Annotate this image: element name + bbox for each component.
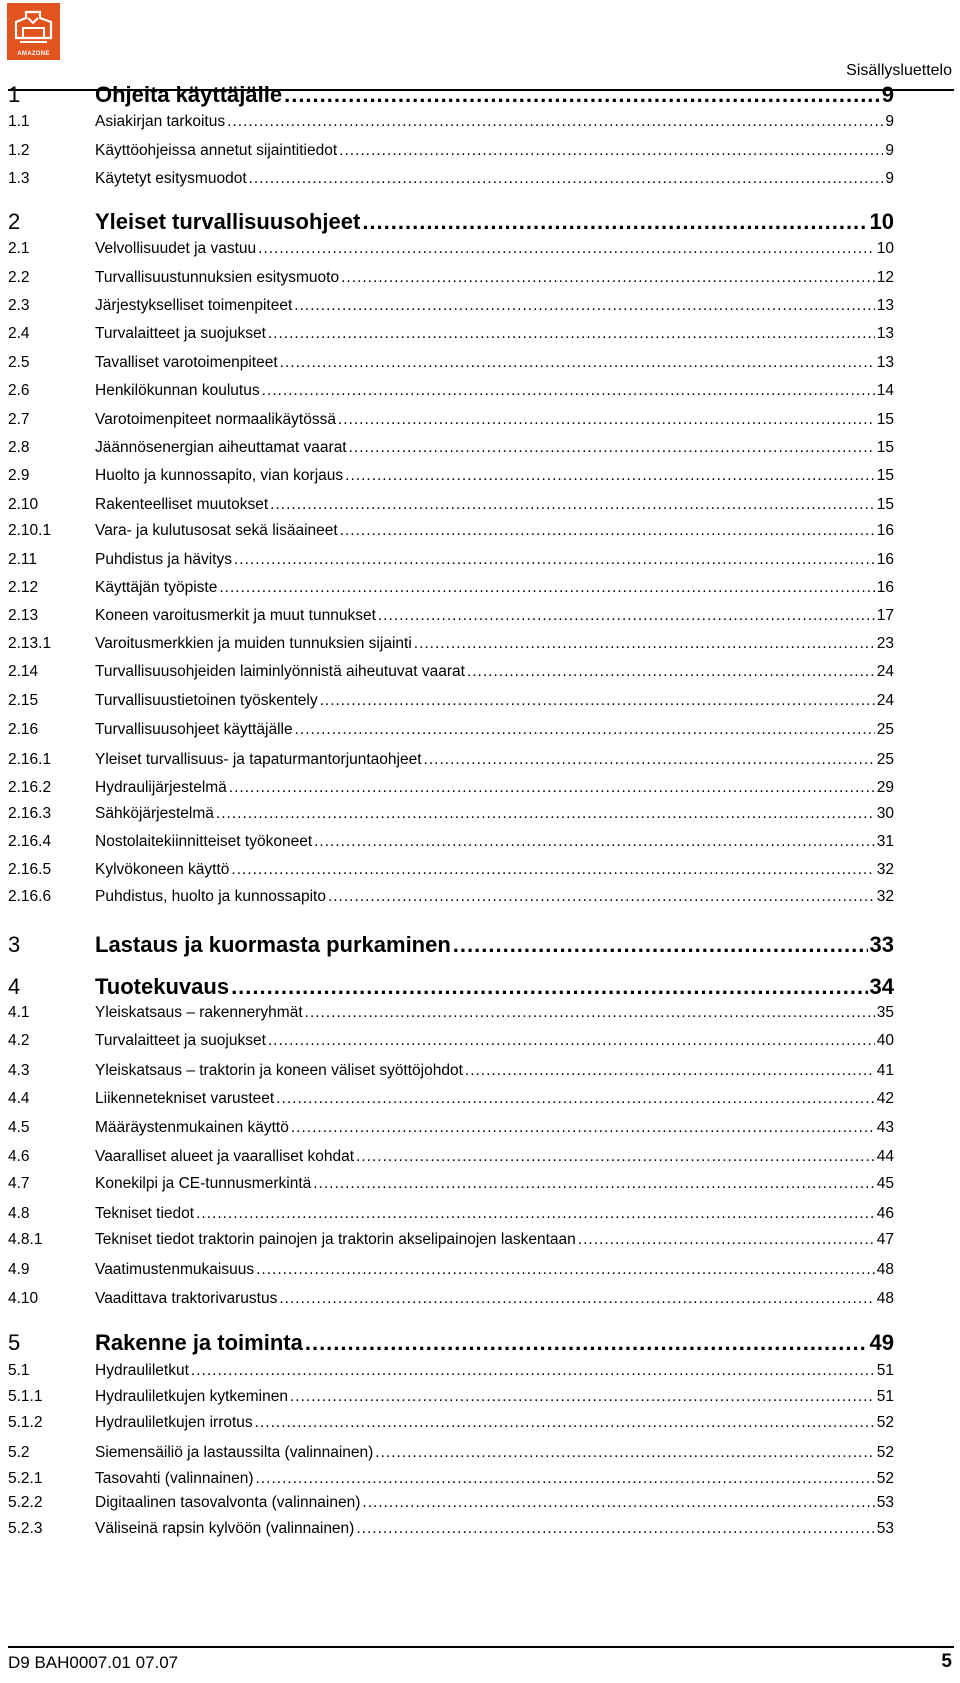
toc-entry[interactable] bbox=[8, 1062, 894, 1080]
toc-entry-number: 5.2.1 bbox=[8, 1470, 43, 1487]
toc-entry-number: 2.16.4 bbox=[8, 833, 52, 850]
toc-entry-title: Turvalaitteet ja suojukset bbox=[95, 325, 266, 342]
toc-entry-number: 2.14 bbox=[8, 663, 39, 680]
toc-dot-leader bbox=[256, 1261, 875, 1279]
toc-entry-title: Järjestykselliset toimenpiteet bbox=[95, 297, 293, 314]
toc-entry-page: 43 bbox=[876, 1119, 894, 1136]
toc-entry-page: 14 bbox=[876, 382, 894, 399]
toc-dot-leader bbox=[262, 382, 875, 400]
toc-entry[interactable] bbox=[8, 579, 894, 597]
toc-entry-page: 48 bbox=[876, 1290, 894, 1307]
toc-entry-number: 2.6 bbox=[8, 382, 30, 399]
toc-entry-title: Vaadittava traktorivarustus bbox=[95, 1290, 278, 1307]
toc-dot-leader bbox=[216, 805, 875, 823]
toc-entry-page: 24 bbox=[876, 663, 894, 680]
toc-entry[interactable] bbox=[8, 1205, 894, 1223]
toc-entry-number: 2.16 bbox=[8, 721, 39, 738]
toc-entry-number: 4.8 bbox=[8, 1205, 30, 1222]
toc-dot-leader bbox=[362, 209, 867, 235]
toc-entry[interactable] bbox=[8, 1494, 894, 1512]
toc-entry-number: 4 bbox=[8, 974, 21, 999]
toc-entry-title: Liikennetekniset varusteet bbox=[95, 1090, 275, 1107]
toc-entry[interactable] bbox=[8, 522, 894, 540]
toc-entry-number: 4.2 bbox=[8, 1032, 30, 1049]
toc-entry-number: 2.4 bbox=[8, 325, 30, 342]
toc-entry-number: 2.13 bbox=[8, 607, 39, 624]
toc-entry-number: 2.9 bbox=[8, 467, 30, 484]
toc-entry-page: 24 bbox=[876, 692, 894, 709]
toc-entry-page: 23 bbox=[876, 635, 894, 652]
toc-entry-title: Varoitusmerkkien ja muiden tunnuksien sijainti bbox=[95, 635, 412, 652]
footer-divider bbox=[8, 1646, 954, 1648]
toc-entry-number: 2.16.5 bbox=[8, 861, 52, 878]
toc-entry[interactable] bbox=[8, 1290, 894, 1308]
toc-entry[interactable] bbox=[8, 607, 894, 625]
toc-dot-leader bbox=[268, 1032, 875, 1050]
toc-dot-leader bbox=[305, 1004, 875, 1022]
toc-entry[interactable] bbox=[8, 1148, 894, 1166]
toc-dot-leader bbox=[375, 1444, 874, 1462]
toc-entry-page: 47 bbox=[876, 1231, 894, 1248]
toc-entry-page: 16 bbox=[876, 551, 894, 568]
toc-dot-leader bbox=[231, 974, 867, 1000]
toc-entry[interactable] bbox=[8, 805, 894, 823]
toc-entry-number: 4.1 bbox=[8, 1004, 30, 1021]
toc-entry-title: Henkilökunnan koulutus bbox=[95, 382, 260, 399]
toc-entry-number: 4.10 bbox=[8, 1290, 39, 1307]
toc-entry-title: Tekniset tiedot bbox=[95, 1205, 195, 1222]
toc-entry[interactable] bbox=[8, 1004, 894, 1022]
toc-entry-title: Turvallisuustietoinen työskentely bbox=[95, 692, 318, 709]
toc-entry[interactable] bbox=[8, 382, 894, 400]
toc-entry-number: 3 bbox=[8, 932, 21, 957]
toc-entry-number: 4.3 bbox=[8, 1062, 30, 1079]
toc-entry-number: 4.6 bbox=[8, 1148, 30, 1165]
toc-entry-number: 5.1 bbox=[8, 1362, 30, 1379]
toc-entry[interactable] bbox=[8, 142, 894, 160]
toc-entry-title: Hydrauliletkujen irrotus bbox=[95, 1414, 253, 1431]
toc-entry-title: Konekilpi ja CE-tunnusmerkintä bbox=[95, 1175, 312, 1192]
toc-entry-page: 35 bbox=[876, 1004, 894, 1021]
toc-entry-page: 9 bbox=[885, 142, 894, 159]
toc-entry-page: 13 bbox=[876, 297, 894, 314]
section-title: Sisällysluettelo bbox=[846, 62, 952, 79]
toc-entry-title: Ohjeita käyttäjälle bbox=[95, 82, 283, 107]
amazone-logo bbox=[7, 3, 60, 60]
toc-dot-leader bbox=[341, 269, 875, 287]
toc-entry-title: Tavalliset varotoimenpiteet bbox=[95, 354, 278, 371]
toc-dot-leader bbox=[313, 1175, 875, 1193]
toc-entry-page: 15 bbox=[876, 411, 894, 428]
toc-dot-leader bbox=[196, 1205, 875, 1223]
toc-entry-title: Turvallisuusohjeiden laiminlyönnistä aiheutuvat vaarat bbox=[95, 663, 465, 680]
toc-entry-title: Tasovahti (valinnainen) bbox=[95, 1470, 254, 1487]
toc-entry[interactable] bbox=[8, 888, 894, 906]
toc-entry[interactable] bbox=[8, 1231, 894, 1249]
toc-entry-page: 15 bbox=[876, 439, 894, 456]
toc-entry-number: 4.5 bbox=[8, 1119, 30, 1136]
toc-entry[interactable] bbox=[8, 692, 894, 710]
toc-entry[interactable] bbox=[8, 240, 894, 258]
toc-entry-page: 52 bbox=[876, 1444, 894, 1461]
toc-entry-number: 2.16.6 bbox=[8, 888, 52, 905]
toc-dot-leader bbox=[424, 751, 875, 769]
toc-entry-number: 5 bbox=[8, 1330, 21, 1355]
toc-entry-page: 52 bbox=[876, 1414, 894, 1431]
toc-dot-leader bbox=[279, 1290, 874, 1308]
toc-dot-leader bbox=[191, 1362, 875, 1380]
toc-entry[interactable] bbox=[8, 1090, 894, 1108]
toc-entry[interactable] bbox=[8, 1261, 894, 1279]
toc-entry-page: 9 bbox=[885, 113, 894, 130]
toc-entry-number: 2.8 bbox=[8, 439, 30, 456]
toc-dot-leader bbox=[249, 170, 884, 188]
toc-entry-page: 33 bbox=[869, 932, 894, 957]
toc-entry-number: 2.7 bbox=[8, 411, 30, 428]
toc-entry-number: 2.16.1 bbox=[8, 751, 52, 768]
toc-entry-title: Yleiskatsaus – traktorin ja koneen väliset syöttöjohdot bbox=[95, 1062, 463, 1079]
toc-entry-title: Väliseinä rapsin kylvöön (valinnainen) bbox=[95, 1520, 355, 1537]
toc-entry-title: Siemensäiliö ja lastaussilta (valinnainen) bbox=[95, 1444, 374, 1461]
toc-entry-page: 49 bbox=[869, 1330, 894, 1355]
toc-entry-title: Asiakirjan tarkoitus bbox=[95, 113, 226, 130]
toc-entry-number: 5.2.2 bbox=[8, 1494, 43, 1511]
toc-entry-title: Turvallisuustunnuksien esitysmuoto bbox=[95, 269, 340, 286]
logo-wordmark: AMAZONE bbox=[17, 51, 50, 57]
toc-entry-page: 53 bbox=[876, 1494, 894, 1511]
toc-entry[interactable] bbox=[8, 1414, 894, 1432]
toc-entry-number: 2.11 bbox=[8, 551, 38, 568]
toc-entry[interactable] bbox=[8, 1330, 894, 1356]
toc-entry-page: 10 bbox=[876, 240, 894, 257]
toc-entry-page: 15 bbox=[876, 496, 894, 513]
toc-entry-title: Hydrauliletkut bbox=[95, 1362, 189, 1379]
toc-entry-page: 12 bbox=[876, 269, 894, 286]
toc-dot-leader bbox=[231, 861, 874, 879]
toc-entry-number: 2.12 bbox=[8, 579, 39, 596]
toc-entry-title: Yleiset turvallisuus- ja tapaturmantorjuntaohjeet bbox=[95, 751, 422, 768]
toc-entry[interactable] bbox=[8, 113, 894, 131]
toc-entry-page: 15 bbox=[876, 467, 894, 484]
toc-entry-page: 48 bbox=[876, 1261, 894, 1278]
toc-dot-leader bbox=[314, 833, 875, 851]
toc-dot-leader bbox=[453, 932, 868, 958]
toc-dot-leader bbox=[270, 496, 875, 514]
toc-entry-title: Varotoimenpiteet normaalikäytössä bbox=[95, 411, 336, 428]
toc-entry-title: Nostolaitekiinnitteiset työkoneet bbox=[95, 833, 313, 850]
toc-dot-leader bbox=[578, 1231, 875, 1249]
toc-dot-leader bbox=[284, 82, 880, 108]
toc-entry[interactable] bbox=[8, 411, 894, 429]
page-number: 5 bbox=[941, 1651, 952, 1672]
toc-entry[interactable] bbox=[8, 751, 894, 769]
toc-entry-title: Käyttöohjeissa annetut sijaintitiedot bbox=[95, 142, 338, 159]
toc-entry-title: Määräystenmukainen käyttö bbox=[95, 1119, 289, 1136]
toc-entry-page: 10 bbox=[869, 209, 894, 234]
toc-entry-number: 1.3 bbox=[8, 170, 30, 187]
toc-entry[interactable] bbox=[8, 1175, 894, 1193]
toc-dot-leader bbox=[227, 113, 883, 131]
toc-dot-leader bbox=[276, 1090, 875, 1108]
toc-entry-number: 2.3 bbox=[8, 297, 30, 314]
document-code: D9 BAH0007.01 07.07 bbox=[8, 1653, 179, 1672]
toc-dot-leader bbox=[291, 1119, 875, 1137]
toc-entry[interactable] bbox=[8, 297, 894, 315]
toc-entry-page: 51 bbox=[876, 1388, 894, 1405]
toc-dot-leader bbox=[219, 579, 874, 597]
toc-entry-title: Vara- ja kulutusosat sekä lisäaineet bbox=[95, 522, 338, 539]
toc-entry-page: 41 bbox=[876, 1062, 894, 1079]
toc-entry-title: Käytetyt esitysmuodot bbox=[95, 170, 247, 187]
toc-entry-page: 42 bbox=[876, 1090, 894, 1107]
toc-entry-title: Kylvökoneen käyttö bbox=[95, 861, 230, 878]
toc-entry[interactable] bbox=[8, 1119, 894, 1137]
toc-entry-number: 5.1.1 bbox=[8, 1388, 43, 1405]
toc-entry-page: 25 bbox=[876, 751, 894, 768]
toc-entry-page: 25 bbox=[876, 721, 894, 738]
toc-entry-page: 53 bbox=[876, 1520, 894, 1537]
toc-entry-page: 32 bbox=[876, 861, 894, 878]
toc-entry-page: 9 bbox=[885, 170, 894, 187]
toc-entry-number: 5.2.3 bbox=[8, 1520, 43, 1537]
toc-dot-leader bbox=[258, 240, 875, 258]
toc-entry-title: Koneen varoitusmerkit ja muut tunnukset bbox=[95, 607, 376, 624]
toc-entry[interactable] bbox=[8, 833, 894, 851]
toc-entry-page: 52 bbox=[876, 1470, 894, 1487]
toc-entry[interactable] bbox=[8, 82, 894, 108]
toc-entry-number: 2.5 bbox=[8, 354, 30, 371]
toc-dot-leader bbox=[356, 1148, 875, 1166]
amazone-emblem-icon bbox=[10, 6, 57, 46]
toc-dot-leader bbox=[280, 354, 875, 372]
toc-dot-leader bbox=[467, 663, 875, 681]
toc-entry[interactable] bbox=[8, 1388, 894, 1406]
toc-entry-number: 2.15 bbox=[8, 692, 39, 709]
toc-entry[interactable] bbox=[8, 1362, 894, 1380]
toc-entry-title: Hydrauliletkujen kytkeminen bbox=[95, 1388, 288, 1405]
toc-dot-leader bbox=[234, 551, 875, 569]
toc-entry-number: 2 bbox=[8, 209, 21, 234]
toc-entry[interactable] bbox=[8, 721, 894, 739]
toc-entry-page: 31 bbox=[876, 833, 894, 850]
toc-entry-number: 1.1 bbox=[8, 113, 30, 130]
toc-entry[interactable] bbox=[8, 1032, 894, 1050]
toc-dot-leader bbox=[320, 692, 875, 710]
toc-entry[interactable] bbox=[8, 269, 894, 287]
toc-entry[interactable] bbox=[8, 325, 894, 343]
toc-entry-page: 45 bbox=[876, 1175, 894, 1192]
toc-entry[interactable] bbox=[8, 932, 894, 958]
toc-entry-title: Vaaralliset alueet ja vaaralliset kohdat bbox=[95, 1148, 355, 1165]
toc-entry-page: 40 bbox=[876, 1032, 894, 1049]
toc-entry[interactable] bbox=[8, 1470, 894, 1488]
toc-dot-leader bbox=[294, 297, 874, 315]
toc-entry-title: Rakenteelliset muutokset bbox=[95, 496, 269, 513]
toc-dot-leader bbox=[356, 1520, 874, 1538]
toc-entry-title: Rakenne ja toiminta bbox=[95, 1330, 303, 1355]
toc-entry-page: 13 bbox=[876, 354, 894, 371]
toc-entry[interactable] bbox=[8, 663, 894, 681]
toc-entry-page: 29 bbox=[876, 779, 894, 796]
toc-entry-title: Turvallisuusohjeet käyttäjälle bbox=[95, 721, 293, 738]
toc-entry-number: 2.1 bbox=[8, 240, 30, 257]
toc-entry[interactable] bbox=[8, 496, 894, 514]
toc-entry-number: 2.16.2 bbox=[8, 779, 52, 796]
toc-entry-page: 46 bbox=[876, 1205, 894, 1222]
toc-entry-title: Tuotekuvaus bbox=[95, 974, 230, 999]
toc-entry[interactable] bbox=[8, 861, 894, 879]
toc-dot-leader bbox=[268, 325, 875, 343]
toc-entry[interactable] bbox=[8, 209, 894, 235]
toc-dot-leader bbox=[290, 1388, 875, 1406]
toc-entry-number: 2.10 bbox=[8, 496, 39, 513]
toc-entry-title: Vaatimustenmukaisuus bbox=[95, 1261, 255, 1278]
toc-entry[interactable] bbox=[8, 467, 894, 485]
toc-entry[interactable] bbox=[8, 1444, 894, 1462]
toc-entry-page: 9 bbox=[881, 82, 894, 107]
toc-entry-number: 1.2 bbox=[8, 142, 30, 159]
toc-dot-leader bbox=[328, 888, 875, 906]
toc-dot-leader bbox=[255, 1414, 875, 1432]
toc-entry-page: 16 bbox=[876, 579, 894, 596]
toc-dot-leader bbox=[338, 411, 875, 429]
toc-dot-leader bbox=[295, 721, 875, 739]
toc-entry[interactable] bbox=[8, 354, 894, 372]
toc-entry-page: 51 bbox=[876, 1362, 894, 1379]
toc-entry-title: Yleiskatsaus – rakenneryhmät bbox=[95, 1004, 303, 1021]
toc-entry-number: 4.7 bbox=[8, 1175, 30, 1192]
toc-entry-number: 2.2 bbox=[8, 269, 30, 286]
toc-entry-page: 34 bbox=[869, 974, 894, 999]
toc-entry[interactable] bbox=[8, 439, 894, 457]
toc-dot-leader bbox=[340, 522, 875, 540]
toc-entry-number: 4.9 bbox=[8, 1261, 30, 1278]
toc-dot-leader bbox=[256, 1470, 875, 1488]
toc-entry-number: 2.16.3 bbox=[8, 805, 52, 822]
toc-entry-page: 30 bbox=[876, 805, 894, 822]
toc-entry-page: 17 bbox=[876, 607, 894, 624]
toc-entry[interactable] bbox=[8, 974, 894, 1000]
toc-entry-page: 44 bbox=[876, 1148, 894, 1165]
toc-entry[interactable] bbox=[8, 170, 894, 188]
toc-dot-leader bbox=[345, 467, 875, 485]
toc-dot-leader bbox=[465, 1062, 875, 1080]
toc-entry-title: Käyttäjän työpiste bbox=[95, 579, 218, 596]
toc-entry[interactable] bbox=[8, 635, 894, 653]
toc-entry[interactable] bbox=[8, 779, 894, 797]
toc-dot-leader bbox=[339, 142, 883, 160]
toc-entry-title: Velvollisuudet ja vastuu bbox=[95, 240, 257, 257]
toc-entry-number: 4.4 bbox=[8, 1090, 30, 1107]
toc-entry-page: 16 bbox=[876, 522, 894, 539]
toc-entry-number: 2.10.1 bbox=[8, 522, 52, 539]
toc-entry-title: Digitaalinen tasovalvonta (valinnainen) bbox=[95, 1494, 361, 1511]
toc-entry[interactable] bbox=[8, 1520, 894, 1538]
toc-entry-number: 5.1.2 bbox=[8, 1414, 43, 1431]
toc-entry-title: Jäännösenergian aiheuttamat vaarat bbox=[95, 439, 347, 456]
toc-entry-page: 32 bbox=[876, 888, 894, 905]
toc-entry-title: Huolto ja kunnossapito, vian korjaus bbox=[95, 467, 344, 484]
toc-entry-title: Hydraulijärjestelmä bbox=[95, 779, 227, 796]
toc-entry-title: Turvalaitteet ja suojukset bbox=[95, 1032, 266, 1049]
toc-dot-leader bbox=[305, 1330, 868, 1356]
toc-dot-leader bbox=[362, 1494, 874, 1512]
toc-entry-title: Yleiset turvallisuusohjeet bbox=[95, 209, 361, 234]
toc-entry-title: Sähköjärjestelmä bbox=[95, 805, 214, 822]
toc-dot-leader bbox=[414, 635, 875, 653]
toc-dot-leader bbox=[349, 439, 875, 457]
toc-dot-leader bbox=[378, 607, 875, 625]
toc-entry[interactable] bbox=[8, 551, 894, 569]
toc-entry-title: Lastaus ja kuormasta purkaminen bbox=[95, 932, 451, 957]
toc-entry-page: 13 bbox=[876, 325, 894, 342]
toc-entry-number: 2.13.1 bbox=[8, 635, 52, 652]
toc-entry-title: Puhdistus ja hävitys bbox=[95, 551, 232, 568]
toc-entry-number: 4.8.1 bbox=[8, 1231, 43, 1248]
toc-entry-number: 1 bbox=[8, 82, 21, 107]
toc-dot-leader bbox=[229, 779, 875, 797]
toc-entry-title: Puhdistus, huolto ja kunnossapito bbox=[95, 888, 326, 905]
toc-entry-number: 5.2 bbox=[8, 1444, 30, 1461]
toc-entry-title: Tekniset tiedot traktorin painojen ja traktorin akselipainojen laskentaan bbox=[95, 1231, 576, 1248]
